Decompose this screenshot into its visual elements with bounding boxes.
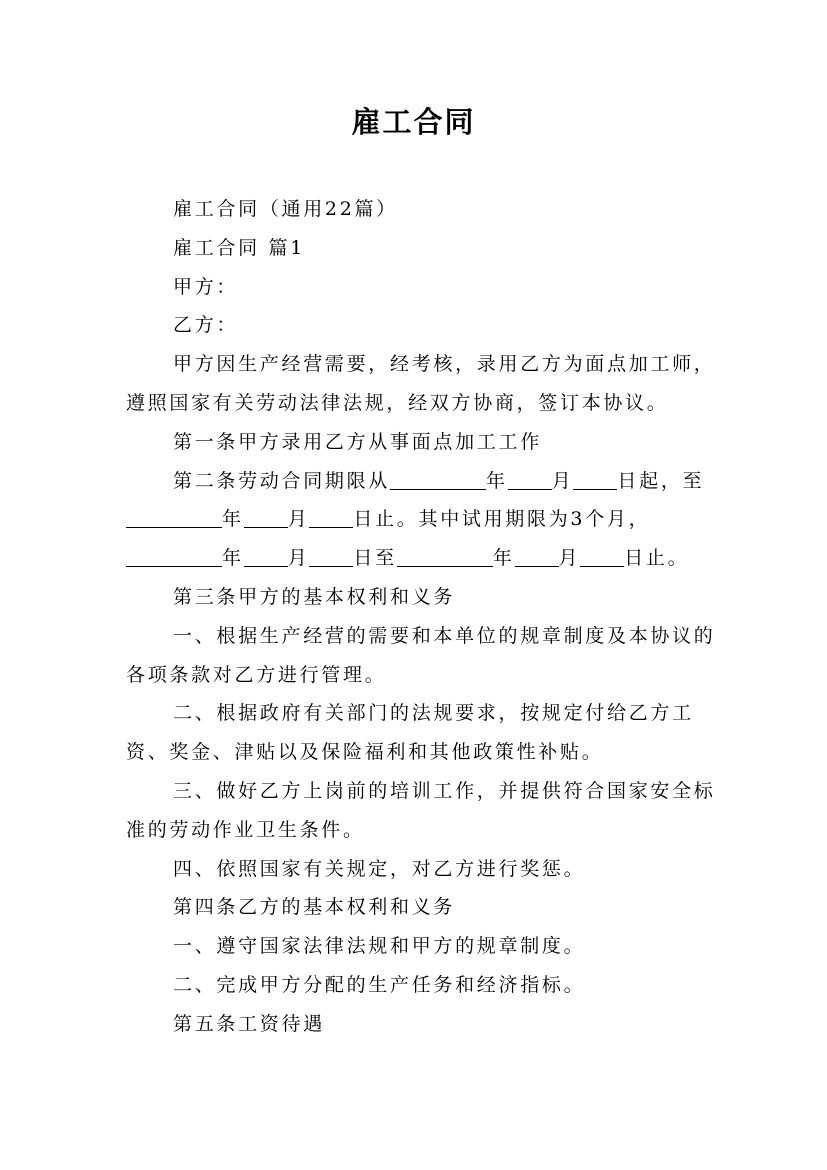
month-label: 月 [287, 508, 310, 531]
document-body [126, 190, 718, 1044]
paragraph: 第一条甲方录用乙方从事面点加工工作 [173, 430, 542, 453]
day-to-label: 日至 [353, 547, 397, 570]
paragraph: 一、遵守国家法律法规和甲方的规章制度。 [173, 935, 586, 958]
blank-field [309, 546, 353, 567]
trial-period-text: 日止。其中试用期限为3个月， [353, 508, 651, 531]
paragraph: 甲方因生产经营需要，经考核，录用乙方为面点加工师，遵照国家有关劳动法律法规，经双方协商，签订本协议。 [126, 353, 716, 414]
month-label: 月 [551, 469, 574, 492]
paragraph: 四、依照国家有关规定，对乙方进行奖惩。 [173, 857, 586, 880]
month-label: 月 [558, 547, 581, 570]
month-label: 月 [287, 547, 310, 570]
paragraph: 第五条工资待遇 [173, 1012, 325, 1035]
year-label: 年 [222, 508, 244, 531]
year-label: 年 [222, 547, 244, 570]
paragraph: 三、做好乙方上岗前的培训工作，并提供符合国家安全标准的劳动作业卫生条件。 [126, 779, 716, 841]
year-label: 年 [486, 469, 508, 492]
term-lead: 第二条劳动合同期限从 [173, 469, 391, 492]
paragraph: 二、完成甲方分配的生产任务和经济指标。 [173, 973, 586, 996]
blank-field [126, 507, 222, 528]
blank-field [244, 546, 288, 567]
paragraph: 一、根据生产经营的需要和本单位的规章制度及本协议的各项条款对乙方进行管理。 [126, 624, 716, 686]
paragraph: 二、根据政府有关部门的法规要求，按规定付给乙方工资、奖金、津贴以及保险福利和其他政策性补贴。 [126, 702, 694, 764]
year-label: 年 [492, 547, 515, 570]
blank-field [573, 469, 617, 490]
day-start-label: 日起， [617, 469, 683, 492]
paragraph: 乙方： [173, 314, 239, 337]
blank-field [397, 546, 493, 567]
blank-field [390, 469, 486, 490]
blank-field [508, 469, 552, 490]
paragraph: 雇工合同 篇1 [173, 236, 306, 259]
blank-field [126, 546, 222, 567]
paragraph: 第四条乙方的基本权利和义务 [173, 896, 456, 919]
paragraph: 雇工合同（通用22篇） [173, 198, 398, 220]
blank-field [515, 546, 559, 567]
blank-field [309, 507, 353, 528]
paragraph: 甲方： [173, 275, 239, 298]
to-label: 至 [682, 469, 705, 492]
paragraph: 第三条甲方的基本权利和义务 [173, 585, 456, 608]
document-title: 雇工合同 [351, 105, 476, 139]
blank-field [244, 507, 288, 528]
day-end-label: 日止。 [624, 547, 690, 570]
blank-field [580, 546, 624, 567]
term-clause [126, 462, 718, 578]
